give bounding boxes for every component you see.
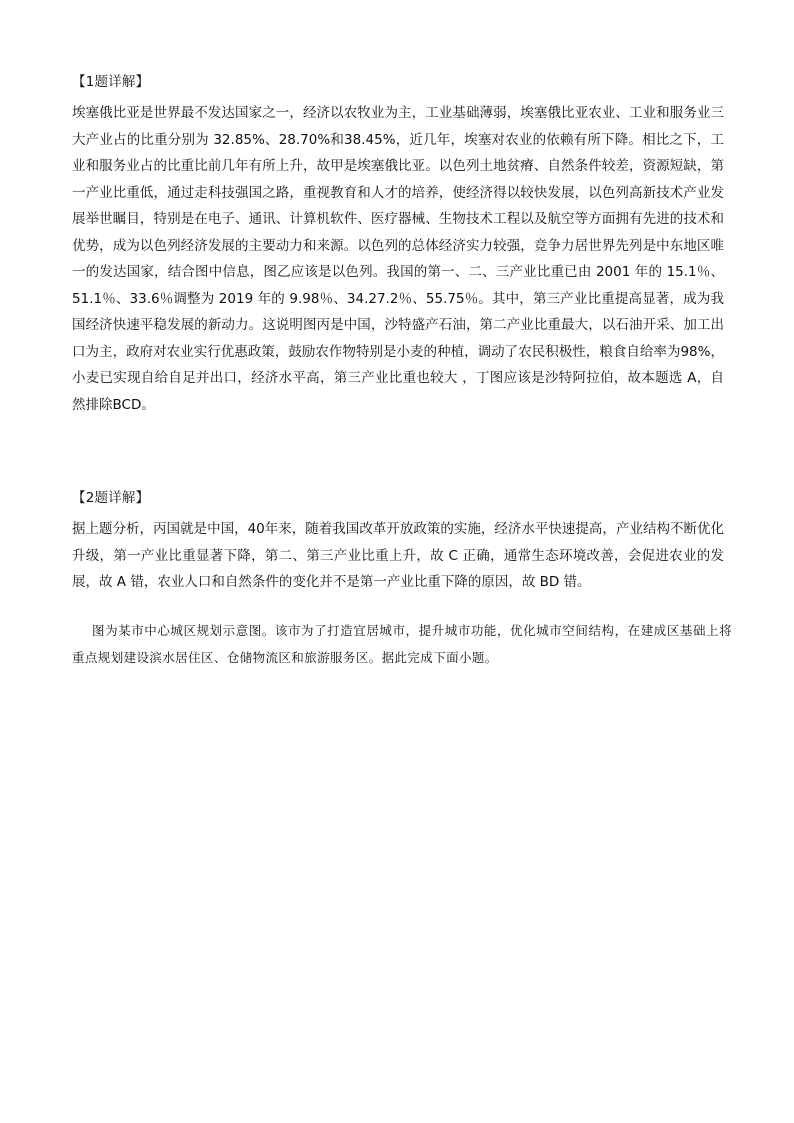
question-2-explanation (72, 488, 724, 596)
next-question-intro: 图为某市中心城区规划示意图。该市为了打造宜居城市，提升城市功能，优化城市空间结构，在建成区基础上将重点规划建设滨水居住区、仓储物流区和旅游服务区。据此完成下面小题。 (72, 623, 732, 665)
question-1-explanation (72, 72, 724, 418)
question-1-heading: 【1题详解】 (72, 74, 150, 90)
question-2-body: 据上题分析，丙国就是中国，40年来，随着我国改革开放政策的实施，经济水平快速提高，产业结构不断优化升级，第一产业比重显著下降，第二、第三产业比重上升，故 C 正确，通常生态环境改善，会促进农业的发展，故 A 错，农业人口和自然条件的变化并不是第一产业比重下降的原因，故 BD 错。 (72, 521, 724, 590)
question-2-heading: 【2题详解】 (72, 490, 150, 506)
question-1-body: 埃塞俄比亚是世界最不发达国家之一，经济以农牧业为主，工业基础薄弱，埃塞俄比亚农业、工业和服务业三大产业占的比重分别为 32.85%、28.70%和38.45%，近几年，埃塞对农业的依赖有所下降。相比之下，工业和服务业占的比重比前几年有所上升，故甲是埃塞俄比亚。以色列土地贫瘠、自然条件较差，资源短缺，第一产业比重低，通过走科技强国之路，重视教育和人才的培养，使经济得以较快发展，以色列高新技术产业发展举世瞩目，特别是在电子、通讯、计算机软件、医疗器械、生物技术工程以及航空等方面拥有先进的技术和优势，成为以色列经济发展的主要动力和来源。以色列的总体经济实力较强，竞争力居世界先列是中东地区唯一的发达国家，结合图中信息，图乙应该是以色列。我国的第一、二、三产业比重已由 2001 年的 15.1％、51.1％、33.6％调整为 2019 年的 9.98％、34.27.2％、55.75％。其中，第三产业比重提高显著，成为我国经济快速平稳发展的新动力。这说明图丙是中国，沙特盛产石油，第二产业比重最大，以石油开采、加工出口为主，政府对农业实行优惠政策，鼓励农作物特别是小麦的种植，调动了农民积极性，粮食自给率为98%，小麦已实现自给自足并出口，经济水平高，第三产业比重也较大 ，丁图应该是沙特阿拉伯，故本题选 A，自然排除BCD。 (72, 105, 724, 413)
